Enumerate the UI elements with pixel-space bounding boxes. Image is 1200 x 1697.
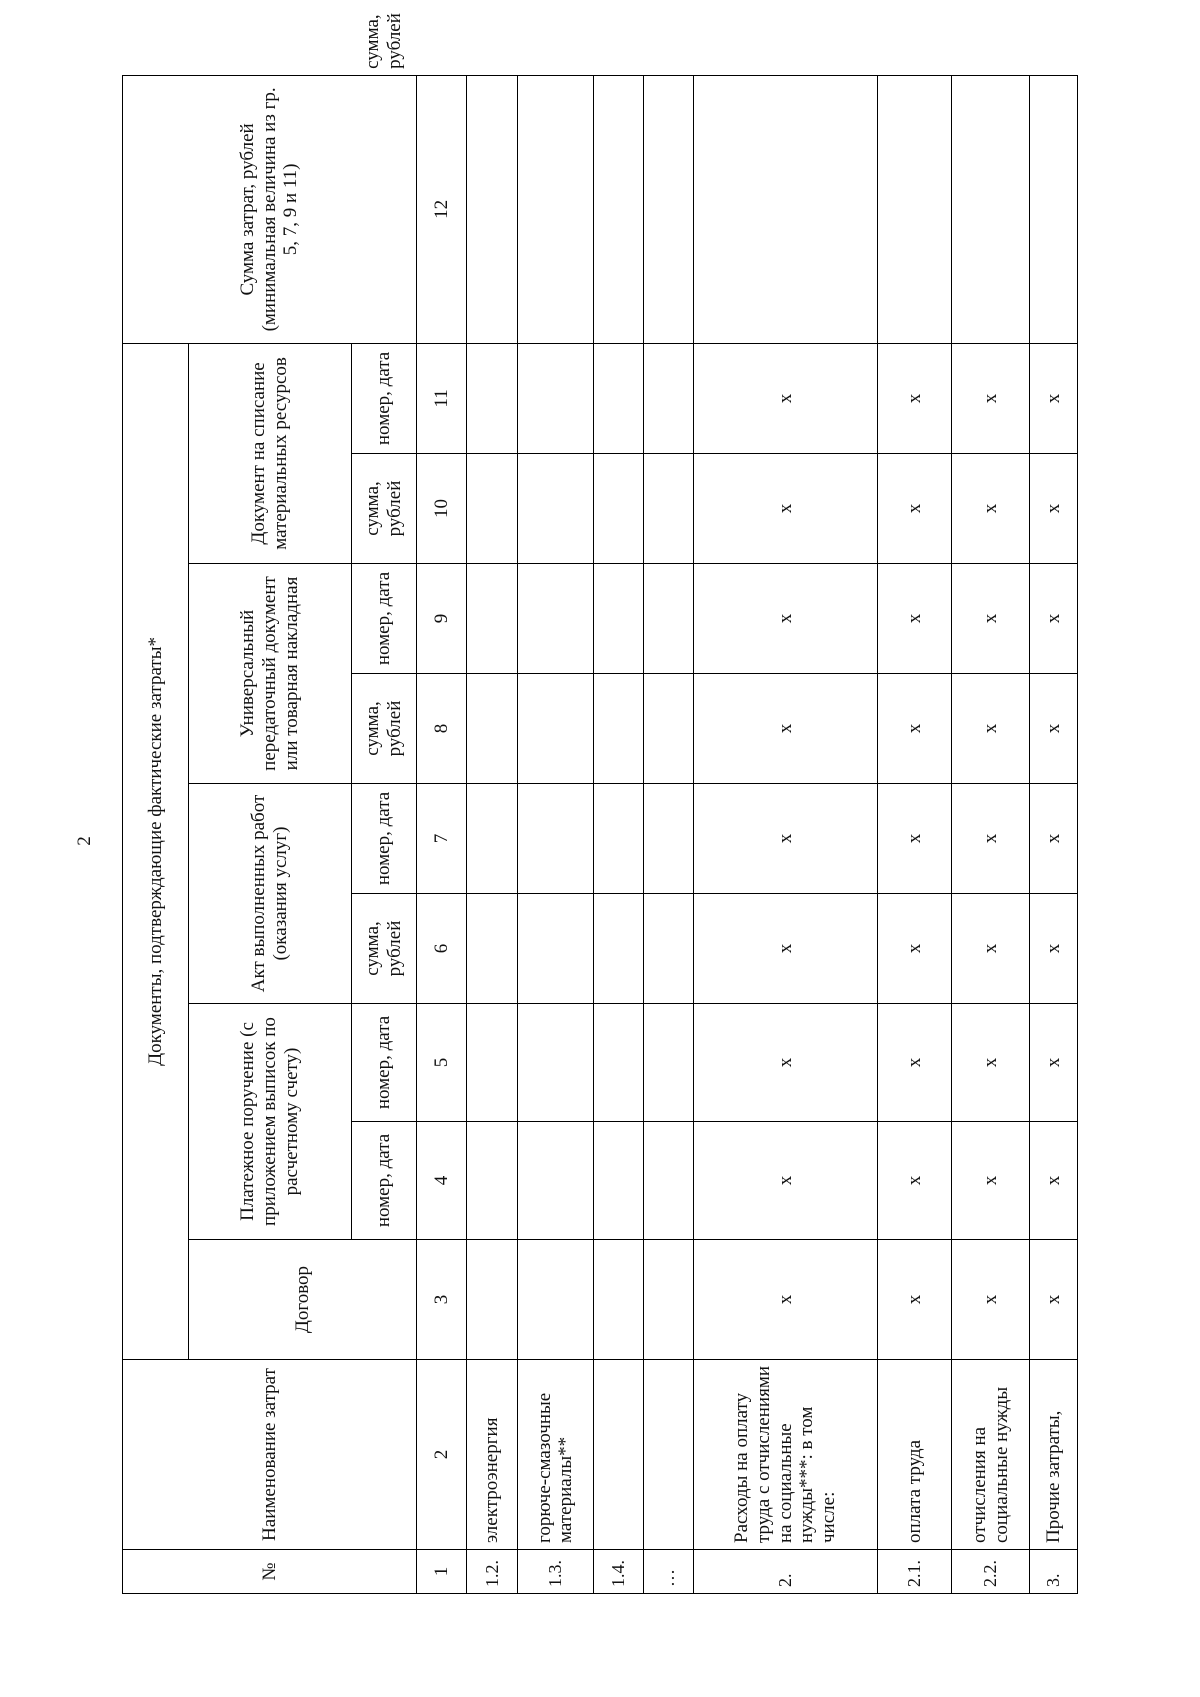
- row-value-cell: x: [1030, 674, 1078, 784]
- row-value-cell: x: [1030, 784, 1078, 894]
- column-number-cell: 6: [417, 894, 467, 1004]
- header-payment-order: Платежное поручение (с приложением выписок по расчетному счету): [189, 1004, 352, 1240]
- table-row: [878, 75, 952, 1593]
- row-cost-name: Прочие затраты,: [1030, 1360, 1078, 1550]
- row-value-cell: [518, 454, 594, 564]
- row-value-cell: x: [693, 1240, 877, 1360]
- row-value-cell: [593, 1122, 643, 1240]
- row-cost-name: отчисления на социальные нужды: [952, 1360, 1030, 1550]
- row-value-cell: x: [1030, 454, 1078, 564]
- row-value-cell: [593, 1004, 643, 1122]
- row-value-cell: [518, 674, 594, 784]
- header-upd-num-date: номер, дата: [351, 564, 416, 674]
- row-cost-name: Расходы на оплату труда с отчислениями на социальные нужды***: в том числе:: [693, 1360, 877, 1550]
- row-value-cell: [593, 343, 643, 453]
- column-number-cell: 12: [417, 75, 467, 343]
- row-value-cell: [518, 894, 594, 1004]
- row-value-cell: [467, 1122, 518, 1240]
- row-value-cell: x: [693, 894, 877, 1004]
- header-row-1: [123, 75, 189, 1593]
- header-act: Акт выполненных работ (оказания услуг): [189, 784, 352, 1004]
- row-value-cell: x: [878, 1004, 952, 1122]
- row-number: 3.: [1030, 1550, 1078, 1594]
- row-value-cell: x: [1030, 1004, 1078, 1122]
- row-value-cell: x: [1030, 1122, 1078, 1240]
- column-number-cell: 3: [417, 1240, 467, 1360]
- row-value-cell: x: [878, 1122, 952, 1240]
- row-value-cell: [643, 784, 693, 894]
- row-value-cell: [467, 1004, 518, 1122]
- column-number-row: [417, 75, 467, 1593]
- row-value-cell: x: [878, 564, 952, 674]
- header-act-sum: сумма, рублей: [351, 674, 416, 784]
- row-value-cell: x: [693, 1122, 877, 1240]
- row-value-cell: [643, 564, 693, 674]
- row-value-cell: [643, 894, 693, 1004]
- row-cost-name: [643, 1360, 693, 1550]
- row-value-cell: [467, 1240, 518, 1360]
- header-writeoff: Документ на списание материальных ресурсов: [189, 343, 352, 563]
- row-value-cell: [518, 1122, 594, 1240]
- row-value-cell: [467, 343, 518, 453]
- row-value-cell: [593, 1240, 643, 1360]
- row-cost-name: электроэнергия: [467, 1360, 518, 1550]
- row-value-cell: [593, 454, 643, 564]
- header-writeoff-num-date: номер, дата: [351, 343, 416, 453]
- row-number: 1.2.: [467, 1550, 518, 1594]
- column-number-cell: 5: [417, 1004, 467, 1122]
- row-value-cell: x: [952, 894, 1030, 1004]
- row-value-cell: x: [1030, 1240, 1078, 1360]
- row-value-cell: x: [952, 784, 1030, 894]
- row-value-cell: [467, 564, 518, 674]
- row-value-cell: x: [693, 1004, 877, 1122]
- row-value-cell: [1030, 75, 1078, 343]
- row-value-cell: x: [693, 784, 877, 894]
- row-value-cell: x: [693, 454, 877, 564]
- row-value-cell: [467, 674, 518, 784]
- row-value-cell: x: [693, 564, 877, 674]
- row-value-cell: [693, 75, 877, 343]
- row-value-cell: x: [952, 564, 1030, 674]
- column-number-cell: 7: [417, 784, 467, 894]
- cost-documents-table-sheet: [122, 13, 1078, 1594]
- header-upd: Универсальный передаточный документ или товарная накладная: [189, 564, 352, 784]
- table-row: [643, 75, 693, 1593]
- row-value-cell: x: [1030, 564, 1078, 674]
- row-value-cell: x: [952, 343, 1030, 453]
- table-body: [467, 75, 1078, 1593]
- row-value-cell: [518, 784, 594, 894]
- header-contract-sub: номер, дата: [351, 1122, 416, 1240]
- row-value-cell: [518, 75, 594, 343]
- row-value-cell: [643, 75, 693, 343]
- header-total: Сумма затрат, рублей (минимальная величина из гр. 5, 7, 9 и 11): [123, 75, 417, 343]
- table-row: [952, 75, 1030, 1593]
- header-upd-sum: сумма, рублей: [351, 454, 416, 564]
- row-value-cell: [593, 564, 643, 674]
- row-number: 2.: [693, 1550, 877, 1594]
- row-value-cell: [467, 454, 518, 564]
- column-number-cell: 1: [417, 1550, 467, 1594]
- row-value-cell: [467, 894, 518, 1004]
- row-value-cell: [593, 674, 643, 784]
- row-value-cell: [593, 75, 643, 343]
- header-payment-num-date: номер, дата: [351, 1004, 416, 1122]
- header-payment-sum: сумма, рублей: [351, 894, 416, 1004]
- row-cost-name: оплата труда: [878, 1360, 952, 1550]
- row-value-cell: x: [878, 343, 952, 453]
- row-value-cell: [518, 343, 594, 453]
- row-value-cell: x: [952, 674, 1030, 784]
- row-number: 1.4.: [593, 1550, 643, 1594]
- row-value-cell: x: [878, 1240, 952, 1360]
- row-value-cell: [878, 75, 952, 343]
- header-act-num-date: номер, дата: [351, 784, 416, 894]
- row-value-cell: [643, 343, 693, 453]
- row-value-cell: x: [952, 1240, 1030, 1360]
- row-cost-name: [593, 1360, 643, 1550]
- row-value-cell: x: [878, 454, 952, 564]
- row-value-cell: [643, 454, 693, 564]
- row-value-cell: [518, 564, 594, 674]
- table-row: [1030, 75, 1078, 1593]
- row-value-cell: x: [693, 343, 877, 453]
- column-number-cell: 11: [417, 343, 467, 453]
- header-row-3: номер, дата номер, дата сумма, рублей номер, дата сумма, рублей номер, дата сумма, рублей номер, дата сумма, рублей: [351, 75, 416, 1593]
- row-value-cell: x: [878, 784, 952, 894]
- row-value-cell: x: [952, 454, 1030, 564]
- header-num: №: [123, 1550, 417, 1594]
- column-number-cell: 8: [417, 674, 467, 784]
- row-number: 2.2.: [952, 1550, 1030, 1594]
- table-row: [518, 75, 594, 1593]
- row-cost-name: горюче-смазочные материалы**: [518, 1360, 594, 1550]
- row-value-cell: [643, 1122, 693, 1240]
- row-value-cell: [643, 674, 693, 784]
- row-value-cell: x: [1030, 343, 1078, 453]
- cost-documents-table: [122, 13, 1078, 1594]
- row-value-cell: [593, 894, 643, 1004]
- row-value-cell: [467, 75, 518, 343]
- row-value-cell: x: [878, 674, 952, 784]
- row-value-cell: [518, 1240, 594, 1360]
- row-value-cell: [643, 1240, 693, 1360]
- header-name: Наименование затрат: [123, 1360, 417, 1550]
- row-number: …: [643, 1550, 693, 1594]
- column-number-cell: 9: [417, 564, 467, 674]
- row-value-cell: [643, 1004, 693, 1122]
- row-value-cell: x: [693, 674, 877, 784]
- row-value-cell: x: [1030, 894, 1078, 1004]
- row-value-cell: [952, 75, 1030, 343]
- header-contract: Договор: [189, 1240, 417, 1360]
- table-row: [593, 75, 643, 1593]
- column-number-cell: 10: [417, 454, 467, 564]
- column-number-cell: 4: [417, 1122, 467, 1240]
- row-value-cell: [593, 784, 643, 894]
- row-value-cell: [518, 1004, 594, 1122]
- table-row: [693, 75, 877, 1593]
- row-value-cell: x: [952, 1122, 1030, 1240]
- page-number: 2: [74, 836, 95, 846]
- row-value-cell: x: [878, 894, 952, 1004]
- row-value-cell: x: [952, 1004, 1030, 1122]
- table-row: [467, 75, 518, 1593]
- row-number: 2.1.: [878, 1550, 952, 1594]
- row-value-cell: [467, 784, 518, 894]
- row-number: 1.3.: [518, 1550, 594, 1594]
- header-documents-group: Документы, подтверждающие фактические затраты*: [123, 343, 189, 1359]
- column-number-cell: 2: [417, 1360, 467, 1550]
